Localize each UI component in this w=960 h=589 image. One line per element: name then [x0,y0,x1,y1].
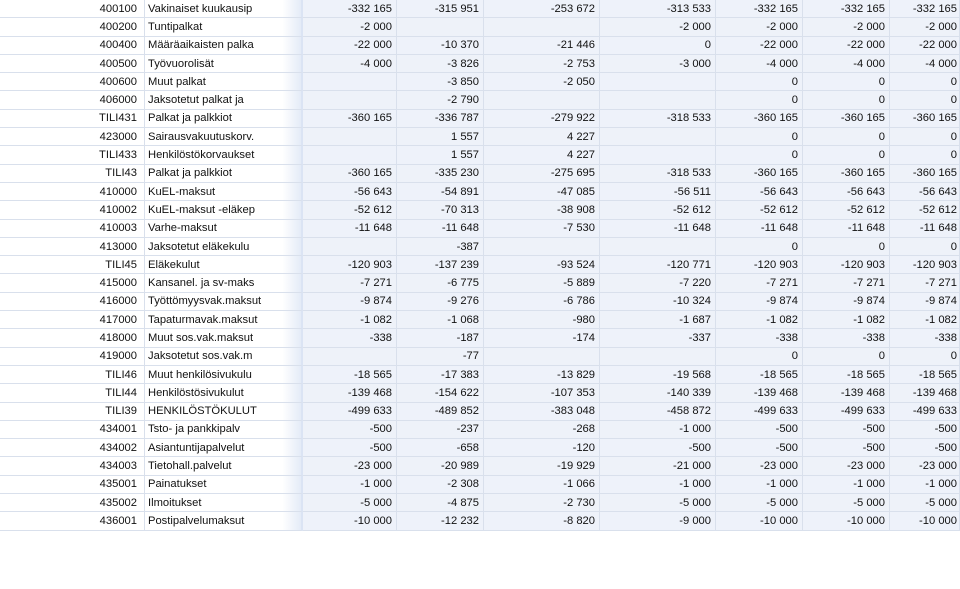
account-code-cell[interactable]: TILI46 [0,366,145,384]
value-cell[interactable]: 4 227 [484,146,600,164]
value-cell[interactable]: 0 [890,91,960,109]
value-cell[interactable]: -313 533 [600,0,716,18]
value-cell[interactable]: 0 [716,73,803,91]
account-name-cell[interactable]: Tapaturmavak.maksut [145,311,303,329]
value-cell[interactable]: -1 687 [600,311,716,329]
value-cell[interactable]: -9 874 [303,293,397,311]
account-code-cell[interactable]: 417000 [0,311,145,329]
value-cell[interactable]: -12 232 [397,512,484,530]
value-cell[interactable]: -360 165 [303,165,397,183]
table-row [0,348,960,366]
account-code-cell[interactable]: 410002 [0,201,145,219]
table-row [0,18,960,36]
value-cell[interactable]: -1 068 [397,311,484,329]
account-name-cell[interactable]: Henkilöstökorvaukset [145,146,303,164]
value-cell[interactable]: -338 [716,329,803,347]
value-cell[interactable]: -1 000 [890,476,960,494]
value-cell[interactable]: -1 082 [803,311,890,329]
table-row [0,494,960,512]
account-name-cell[interactable]: Henkilöstösivukulut [145,384,303,402]
account-code-cell[interactable]: 423000 [0,128,145,146]
value-cell[interactable]: -7 220 [600,274,716,292]
value-cell[interactable]: -500 [303,421,397,439]
value-cell[interactable]: -5 000 [716,494,803,512]
value-cell[interactable]: -2 000 [890,18,960,36]
table-row [0,329,960,347]
value-cell[interactable]: -10 000 [803,512,890,530]
account-name-cell[interactable]: Jaksotetut palkat ja [145,91,303,109]
value-cell[interactable]: -500 [716,421,803,439]
value-cell[interactable] [600,73,716,91]
value-cell[interactable]: -253 672 [484,0,600,18]
value-cell[interactable]: -2 050 [484,73,600,91]
account-name-cell[interactable]: KuEL-maksut [145,183,303,201]
table-row [0,110,960,128]
table-row [0,476,960,494]
value-cell[interactable] [484,238,600,256]
value-cell[interactable]: -2 790 [397,91,484,109]
value-cell[interactable]: -23 000 [716,457,803,475]
table-row [0,457,960,475]
value-cell[interactable]: -11 648 [890,220,960,238]
value-cell[interactable]: -107 353 [484,384,600,402]
value-cell[interactable]: -1 066 [484,476,600,494]
table-row [0,165,960,183]
value-cell[interactable]: -268 [484,421,600,439]
table-row [0,55,960,73]
value-cell[interactable]: -3 000 [600,55,716,73]
value-cell[interactable]: -2 000 [303,18,397,36]
value-cell[interactable] [303,348,397,366]
value-cell[interactable]: -137 239 [397,256,484,274]
value-cell[interactable]: -52 612 [890,201,960,219]
value-cell[interactable]: -120 903 [890,256,960,274]
value-cell[interactable]: -18 565 [890,366,960,384]
value-cell[interactable]: -338 [803,329,890,347]
account-code-cell[interactable]: 400200 [0,18,145,36]
value-cell[interactable]: -7 271 [716,274,803,292]
account-name-cell[interactable]: Eläkekulut [145,256,303,274]
value-cell[interactable]: -18 565 [803,366,890,384]
table-row [0,512,960,530]
table-row [0,311,960,329]
value-cell[interactable]: 0 [890,348,960,366]
account-name-cell[interactable]: Tsto- ja pankkipalv [145,421,303,439]
value-cell[interactable]: 0 [803,91,890,109]
value-cell[interactable]: -19 929 [484,457,600,475]
value-cell[interactable]: -20 989 [397,457,484,475]
account-name-cell[interactable]: Jaksotetut eläkekulu [145,238,303,256]
value-cell[interactable] [600,91,716,109]
value-cell[interactable]: -2 000 [803,18,890,36]
value-cell[interactable]: -458 872 [600,403,716,421]
account-name-cell[interactable]: Työvuorolisät [145,55,303,73]
account-name-cell[interactable]: KuEL-maksut -eläkep [145,201,303,219]
value-cell[interactable]: -315 951 [397,0,484,18]
account-code-cell[interactable]: 435001 [0,476,145,494]
value-cell[interactable]: 0 [716,146,803,164]
value-cell[interactable]: -500 [890,421,960,439]
value-cell[interactable]: -360 165 [303,110,397,128]
value-cell[interactable]: -120 903 [303,256,397,274]
value-cell[interactable]: -11 648 [803,220,890,238]
value-cell[interactable]: -21 446 [484,37,600,55]
account-code-cell[interactable]: 435002 [0,494,145,512]
value-cell[interactable]: -10 370 [397,37,484,55]
value-cell[interactable]: -237 [397,421,484,439]
account-code-cell[interactable]: 400600 [0,73,145,91]
value-cell[interactable]: -93 524 [484,256,600,274]
value-cell[interactable]: 0 [890,146,960,164]
value-cell[interactable]: -154 622 [397,384,484,402]
value-cell[interactable]: -2 000 [600,18,716,36]
account-code-cell[interactable]: 410003 [0,220,145,238]
value-cell[interactable] [303,128,397,146]
value-cell[interactable]: -1 082 [716,311,803,329]
value-cell[interactable]: -5 889 [484,274,600,292]
value-cell[interactable]: -360 165 [890,165,960,183]
value-cell[interactable]: -38 908 [484,201,600,219]
account-code-cell[interactable]: 418000 [0,329,145,347]
value-cell[interactable]: -56 643 [716,183,803,201]
account-name-cell[interactable]: Palkat ja palkkiot [145,110,303,128]
table-row [0,366,960,384]
value-cell[interactable]: 0 [803,128,890,146]
value-cell[interactable]: -1 000 [716,476,803,494]
value-cell[interactable]: -980 [484,311,600,329]
value-cell[interactable] [600,238,716,256]
value-cell[interactable]: -7 530 [484,220,600,238]
value-cell[interactable]: -140 339 [600,384,716,402]
value-cell[interactable] [600,146,716,164]
value-cell[interactable]: -10 000 [716,512,803,530]
value-cell[interactable]: -500 [803,421,890,439]
value-cell[interactable]: -174 [484,329,600,347]
value-cell[interactable]: -9 874 [803,293,890,311]
value-cell[interactable]: -6 775 [397,274,484,292]
value-cell[interactable]: -10 000 [890,512,960,530]
value-cell[interactable]: -499 633 [890,403,960,421]
value-cell[interactable]: -360 165 [803,165,890,183]
value-cell[interactable]: -10 000 [303,512,397,530]
account-code-cell[interactable]: TILI39 [0,403,145,421]
table-row [0,37,960,55]
value-cell[interactable]: -10 324 [600,293,716,311]
value-cell[interactable]: 0 [803,348,890,366]
value-cell[interactable]: -56 511 [600,183,716,201]
value-cell[interactable]: -1 082 [890,311,960,329]
account-code-cell[interactable]: 415000 [0,274,145,292]
account-name-cell[interactable]: Sairausvakuutuskorv. [145,128,303,146]
value-cell[interactable]: -6 786 [484,293,600,311]
account-name-cell[interactable]: Varhe-maksut [145,220,303,238]
table-row [0,384,960,402]
value-cell[interactable]: 1 557 [397,128,484,146]
account-code-cell[interactable]: 419000 [0,348,145,366]
account-code-cell[interactable]: TILI433 [0,146,145,164]
value-cell[interactable]: -23 000 [303,457,397,475]
value-cell[interactable]: -9 874 [716,293,803,311]
value-cell[interactable]: -360 165 [803,110,890,128]
value-cell[interactable]: -500 [303,439,397,457]
value-cell[interactable]: -5 000 [803,494,890,512]
value-cell[interactable]: -332 165 [716,0,803,18]
value-cell[interactable]: -11 648 [600,220,716,238]
value-cell[interactable]: -338 [890,329,960,347]
account-code-cell[interactable]: 400100 [0,0,145,18]
value-cell[interactable]: -360 165 [716,110,803,128]
table-row [0,238,960,256]
account-code-cell[interactable]: TILI43 [0,165,145,183]
value-cell[interactable]: -318 533 [600,110,716,128]
value-cell[interactable]: 0 [716,128,803,146]
value-cell[interactable] [484,91,600,109]
account-code-cell[interactable]: 400500 [0,55,145,73]
value-cell[interactable] [303,238,397,256]
value-cell[interactable]: -332 165 [890,0,960,18]
value-cell[interactable]: 0 [716,238,803,256]
value-cell[interactable]: -336 787 [397,110,484,128]
value-cell[interactable]: -120 771 [600,256,716,274]
value-cell[interactable]: -360 165 [890,110,960,128]
value-cell[interactable]: -5 000 [600,494,716,512]
value-cell[interactable]: -1 000 [600,476,716,494]
value-cell[interactable]: -56 643 [303,183,397,201]
value-cell[interactable]: -4 875 [397,494,484,512]
value-cell[interactable] [397,18,484,36]
account-code-cell[interactable]: 406000 [0,91,145,109]
value-cell[interactable]: -139 468 [303,384,397,402]
value-cell[interactable]: -9 000 [600,512,716,530]
account-name-cell[interactable]: Postipalvelumaksut [145,512,303,530]
value-cell[interactable]: -139 468 [716,384,803,402]
value-cell[interactable]: -500 [600,439,716,457]
value-cell[interactable]: -17 383 [397,366,484,384]
value-cell[interactable]: -11 648 [397,220,484,238]
table-row [0,421,960,439]
table-row [0,73,960,91]
account-code-cell[interactable]: TILI44 [0,384,145,402]
value-cell[interactable]: -4 000 [890,55,960,73]
value-cell[interactable]: -387 [397,238,484,256]
table-row [0,91,960,109]
account-code-cell[interactable]: 400400 [0,37,145,55]
value-cell[interactable]: -19 568 [600,366,716,384]
account-name-cell[interactable]: Painatukset [145,476,303,494]
value-cell[interactable]: -500 [890,439,960,457]
table-row [0,274,960,292]
value-cell[interactable]: -5 000 [303,494,397,512]
account-name-cell[interactable]: Muut sos.vak.maksut [145,329,303,347]
value-cell[interactable]: -47 085 [484,183,600,201]
value-cell[interactable]: 0 [803,238,890,256]
table-row [0,293,960,311]
value-cell[interactable] [600,348,716,366]
value-cell[interactable]: -70 313 [397,201,484,219]
value-cell[interactable]: -3 826 [397,55,484,73]
value-cell[interactable]: -2 308 [397,476,484,494]
value-cell[interactable]: -383 048 [484,403,600,421]
value-cell[interactable]: -499 633 [803,403,890,421]
value-cell[interactable]: 0 [890,73,960,91]
value-cell[interactable]: -2 753 [484,55,600,73]
account-code-cell[interactable]: TILI431 [0,110,145,128]
value-cell[interactable]: -22 000 [303,37,397,55]
value-cell[interactable]: 0 [890,238,960,256]
value-cell[interactable]: -56 643 [803,183,890,201]
value-cell[interactable]: -18 565 [716,366,803,384]
account-name-cell[interactable]: Tuntipalkat [145,18,303,36]
value-cell[interactable]: -120 903 [803,256,890,274]
value-cell[interactable]: -54 891 [397,183,484,201]
value-cell[interactable]: -139 468 [803,384,890,402]
value-cell[interactable]: -335 230 [397,165,484,183]
account-name-cell[interactable]: Palkat ja palkkiot [145,165,303,183]
value-cell[interactable]: -1 082 [303,311,397,329]
value-cell[interactable]: -279 922 [484,110,600,128]
table-row [0,403,960,421]
value-cell[interactable]: -21 000 [600,457,716,475]
account-name-cell[interactable]: Jaksotetut sos.vak.m [145,348,303,366]
account-name-cell[interactable]: Muut palkat [145,73,303,91]
value-cell[interactable] [303,73,397,91]
value-cell[interactable]: 0 [716,91,803,109]
value-cell[interactable]: -2 730 [484,494,600,512]
value-cell[interactable]: -499 633 [716,403,803,421]
table-row [0,183,960,201]
value-cell[interactable]: -52 612 [600,201,716,219]
value-cell[interactable]: -187 [397,329,484,347]
value-cell[interactable]: -318 533 [600,165,716,183]
account-name-cell[interactable]: Vakinaiset kuukausip [145,0,303,18]
value-cell[interactable]: -1 000 [803,476,890,494]
value-cell[interactable]: 0 [600,37,716,55]
table-row [0,146,960,164]
value-cell[interactable]: -332 165 [803,0,890,18]
value-cell[interactable] [303,91,397,109]
value-cell[interactable]: -18 565 [303,366,397,384]
value-cell[interactable]: -275 695 [484,165,600,183]
value-cell[interactable]: -22 000 [803,37,890,55]
value-cell[interactable] [484,348,600,366]
value-cell[interactable]: -658 [397,439,484,457]
account-code-cell[interactable]: 434001 [0,421,145,439]
account-code-cell[interactable]: 434003 [0,457,145,475]
table-row [0,201,960,219]
table-row [0,128,960,146]
value-cell[interactable]: 0 [716,348,803,366]
account-name-cell[interactable]: Ilmoitukset [145,494,303,512]
value-cell[interactable]: -337 [600,329,716,347]
value-cell[interactable]: -4 000 [303,55,397,73]
value-cell[interactable]: -52 612 [716,201,803,219]
value-cell[interactable] [600,128,716,146]
value-cell[interactable]: -13 829 [484,366,600,384]
value-cell[interactable]: -489 852 [397,403,484,421]
value-cell[interactable]: 4 227 [484,128,600,146]
table-row [0,439,960,457]
account-code-cell[interactable]: 416000 [0,293,145,311]
account-name-cell[interactable]: Tietohall.palvelut [145,457,303,475]
value-cell[interactable]: -2 000 [716,18,803,36]
value-cell[interactable]: -3 850 [397,73,484,91]
value-cell[interactable]: -7 271 [803,274,890,292]
table-row [0,256,960,274]
value-cell[interactable]: -5 000 [890,494,960,512]
value-cell[interactable]: -499 633 [303,403,397,421]
value-cell[interactable]: -338 [303,329,397,347]
value-cell[interactable]: -139 468 [890,384,960,402]
account-code-cell[interactable]: 434002 [0,439,145,457]
value-cell[interactable]: -8 820 [484,512,600,530]
value-cell[interactable]: -22 000 [890,37,960,55]
account-name-cell[interactable]: Muut henkilösivukulu [145,366,303,384]
value-cell[interactable]: 0 [803,146,890,164]
account-name-cell[interactable]: Työttömyysvak.maksut [145,293,303,311]
value-cell[interactable]: -360 165 [716,165,803,183]
value-cell[interactable]: -22 000 [716,37,803,55]
value-cell[interactable]: -23 000 [803,457,890,475]
table-row [0,0,960,18]
value-cell[interactable]: -1 000 [303,476,397,494]
value-cell[interactable]: -56 643 [890,183,960,201]
account-code-cell[interactable]: 413000 [0,238,145,256]
account-name-cell[interactable]: Määräaikaisten palka [145,37,303,55]
value-cell[interactable]: -4 000 [716,55,803,73]
value-cell[interactable]: 0 [890,128,960,146]
value-cell[interactable]: -52 612 [803,201,890,219]
value-cell[interactable]: -500 [716,439,803,457]
account-code-cell[interactable]: 436001 [0,512,145,530]
account-name-cell[interactable]: HENKILÖSTÖKULUT [145,403,303,421]
value-cell[interactable]: -9 874 [890,293,960,311]
account-code-cell[interactable]: TILI45 [0,256,145,274]
value-cell[interactable]: -4 000 [803,55,890,73]
value-cell[interactable]: -9 276 [397,293,484,311]
value-cell[interactable]: -7 271 [890,274,960,292]
value-cell[interactable]: -7 271 [303,274,397,292]
value-cell[interactable]: -11 648 [303,220,397,238]
value-cell[interactable]: -120 903 [716,256,803,274]
value-cell[interactable]: -332 165 [303,0,397,18]
account-name-cell[interactable]: Kansanel. ja sv-maks [145,274,303,292]
value-cell[interactable]: -500 [803,439,890,457]
value-cell[interactable]: 1 557 [397,146,484,164]
table-row [0,220,960,238]
value-cell[interactable] [303,146,397,164]
value-cell[interactable]: -1 000 [600,421,716,439]
value-cell[interactable]: -52 612 [303,201,397,219]
account-name-cell[interactable]: Asiantuntijapalvelut [145,439,303,457]
value-cell[interactable]: -11 648 [716,220,803,238]
value-cell[interactable]: 0 [803,73,890,91]
value-cell[interactable]: -77 [397,348,484,366]
value-cell[interactable]: -23 000 [890,457,960,475]
value-cell[interactable]: -120 [484,439,600,457]
value-cell[interactable] [484,18,600,36]
account-code-cell[interactable]: 410000 [0,183,145,201]
